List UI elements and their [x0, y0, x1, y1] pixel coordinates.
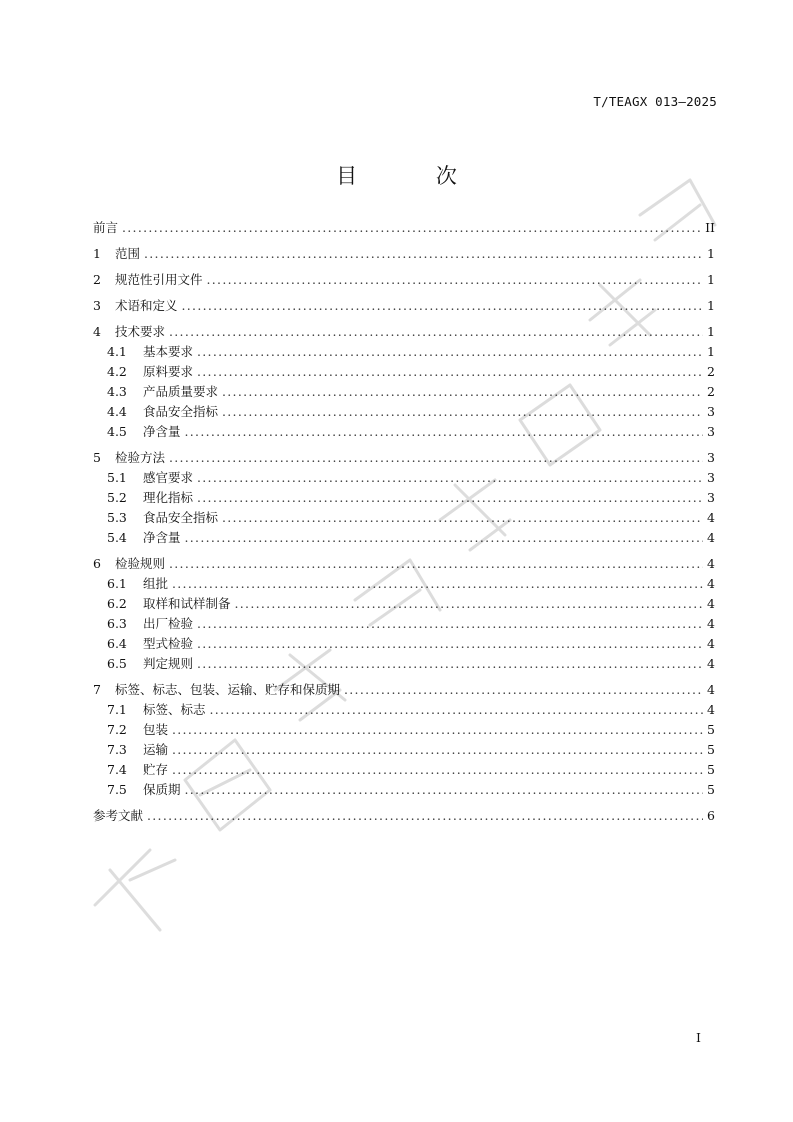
- toc-entry-label: 取样和试样制备: [143, 596, 231, 611]
- toc-entry[interactable]: [93, 402, 715, 422]
- toc-entry-number: 5.3: [107, 510, 127, 525]
- toc-leader-dots: [169, 322, 703, 342]
- toc-entry-label: 基本要求: [143, 344, 194, 359]
- toc-leader-dots: [185, 528, 703, 548]
- toc-entry[interactable]: [93, 594, 715, 614]
- footer-page-number: I: [696, 1030, 701, 1045]
- toc-entry[interactable]: [93, 468, 715, 488]
- toc-entry-number: 4.5: [107, 424, 127, 439]
- toc-leader-dots: [144, 244, 703, 264]
- toc-entry-label: 净含量: [143, 530, 181, 545]
- toc-entry[interactable]: [93, 760, 715, 780]
- toc-entry-number: 6.1: [107, 576, 127, 591]
- toc-leader-dots: [197, 654, 703, 674]
- toc-entry[interactable]: [93, 700, 715, 720]
- toc-entry[interactable]: [93, 382, 715, 402]
- toc-entry-page: 1: [707, 324, 715, 339]
- toc-entry-label: 保质期: [143, 782, 181, 797]
- toc-entry-label: 食品安全指标: [143, 510, 219, 525]
- toc-entry-number: 4.2: [107, 364, 127, 379]
- toc-entry-label: 运输: [143, 742, 169, 757]
- toc-entry[interactable]: [93, 342, 715, 362]
- toc-entry[interactable]: [93, 614, 715, 634]
- toc-leader-dots: [172, 760, 703, 780]
- toc-leader-dots: [210, 700, 703, 720]
- toc-entry-page: 3: [707, 424, 715, 439]
- toc-leader-dots: [207, 270, 703, 290]
- toc-leader-dots: [197, 614, 703, 634]
- toc-leader-dots: [222, 508, 703, 528]
- toc-leader-dots: [172, 574, 703, 594]
- toc-entry-number: 1: [93, 246, 101, 261]
- toc-leader-dots: [344, 680, 703, 700]
- toc-leader-dots: [169, 554, 703, 574]
- toc-entry[interactable]: [93, 554, 715, 574]
- toc-leader-dots: [122, 218, 703, 238]
- toc-entry[interactable]: [93, 270, 715, 290]
- toc-entry-page: 3: [707, 450, 715, 465]
- toc-entry-label: 贮存: [143, 762, 169, 777]
- toc-leader-dots: [197, 468, 703, 488]
- toc-leader-dots: [197, 488, 703, 508]
- toc-entry-number: 2: [93, 272, 101, 287]
- toc-leader-dots: [172, 720, 703, 740]
- table-of-contents: [93, 218, 715, 826]
- toc-entry-page: 4: [707, 510, 715, 525]
- toc-entry-page: 4: [707, 702, 715, 717]
- toc-entry[interactable]: [93, 244, 715, 264]
- toc-entry-number: 7: [93, 682, 101, 697]
- toc-entry-page: 6: [707, 808, 715, 823]
- toc-entry-number: 4.4: [107, 404, 127, 419]
- toc-entry-label: 判定规则: [143, 656, 194, 671]
- toc-leader-dots: [172, 740, 703, 760]
- toc-entry[interactable]: [93, 322, 715, 342]
- toc-entry[interactable]: [93, 508, 715, 528]
- toc-entry[interactable]: [93, 780, 715, 800]
- toc-entry-label: 技术要求: [115, 324, 166, 339]
- toc-entry-page: 1: [707, 272, 715, 287]
- toc-entry[interactable]: [93, 654, 715, 674]
- toc-entry-label: 净含量: [143, 424, 181, 439]
- toc-leader-dots: [197, 342, 703, 362]
- toc-entry-label: 型式检验: [143, 636, 194, 651]
- toc-entry-page: 2: [707, 364, 715, 379]
- toc-entry-number: 5.4: [107, 530, 127, 545]
- toc-entry-page: 4: [707, 656, 715, 671]
- toc-entry[interactable]: [93, 296, 715, 316]
- toc-entry-label: 检验规则: [115, 556, 166, 571]
- toc-entry-number: 5.1: [107, 470, 127, 485]
- toc-entry[interactable]: [93, 740, 715, 760]
- toc-entry-page: 4: [707, 636, 715, 651]
- toc-entry-label: 检验方法: [115, 450, 166, 465]
- toc-entry-page: 4: [707, 530, 715, 545]
- toc-entry-number: 7.4: [107, 762, 127, 777]
- toc-leader-dots: [185, 422, 703, 442]
- toc-leader-dots: [197, 362, 703, 382]
- toc-entry-page: 2: [707, 384, 715, 399]
- toc-entry-number: 4.3: [107, 384, 127, 399]
- toc-entry-page: 5: [707, 782, 715, 797]
- toc-entry-number: 6.3: [107, 616, 127, 631]
- toc-entry[interactable]: [93, 488, 715, 508]
- toc-entry-page: 4: [707, 682, 715, 697]
- toc-entry-number: 6.2: [107, 596, 127, 611]
- toc-entry-number: 6.5: [107, 656, 127, 671]
- toc-entry-label: 包装: [143, 722, 169, 737]
- toc-entry-label: 标签、标志、包装、运输、贮存和保质期: [115, 682, 341, 697]
- toc-entry-number: 3: [93, 298, 101, 313]
- toc-entry-number: 6: [93, 556, 101, 571]
- document-code: T/TEAGX 013—2025: [593, 94, 717, 109]
- toc-entry-number: 5.2: [107, 490, 127, 505]
- toc-entry[interactable]: [93, 362, 715, 382]
- toc-entry-page: 3: [707, 404, 715, 419]
- toc-leader-dots: [197, 634, 703, 654]
- toc-entry-page: 3: [707, 470, 715, 485]
- toc-entry-label: 术语和定义: [115, 298, 178, 313]
- toc-entry[interactable]: [93, 528, 715, 548]
- toc-entry-label: 参考文献: [93, 808, 144, 823]
- toc-entry-label: 组批: [143, 576, 169, 591]
- toc-entry-page: 4: [707, 576, 715, 591]
- toc-entry-page: 3: [707, 490, 715, 505]
- toc-entry-page: 1: [707, 246, 715, 261]
- toc-entry-number: 7.3: [107, 742, 127, 757]
- toc-leader-dots: [169, 448, 703, 468]
- toc-entry[interactable]: [93, 218, 715, 238]
- toc-entry-number: 5: [93, 450, 101, 465]
- toc-entry-number: 7.1: [107, 702, 127, 717]
- toc-leader-dots: [185, 780, 703, 800]
- toc-entry-page: 4: [707, 556, 715, 571]
- toc-entry-label: 出厂检验: [143, 616, 194, 631]
- toc-entry-label: 感官要求: [143, 470, 194, 485]
- toc-entry-page: 4: [707, 616, 715, 631]
- toc-entry-number: 6.4: [107, 636, 127, 651]
- toc-entry-page: 5: [707, 722, 715, 737]
- toc-entry-number: 7.2: [107, 722, 127, 737]
- toc-entry-label: 原料要求: [143, 364, 194, 379]
- toc-entry[interactable]: [93, 634, 715, 654]
- toc-entry-number: 7.5: [107, 782, 127, 797]
- toc-entry[interactable]: [93, 720, 715, 740]
- toc-entry-label: 规范性引用文件: [115, 272, 203, 287]
- toc-entry-number: 4: [93, 324, 101, 339]
- toc-leader-dots: [182, 296, 703, 316]
- toc-leader-dots: [235, 594, 703, 614]
- toc-entry-page: II: [705, 220, 715, 235]
- toc-entry-page: 4: [707, 596, 715, 611]
- toc-entry[interactable]: [93, 422, 715, 442]
- toc-leader-dots: [222, 382, 703, 402]
- toc-entry-label: 前言: [93, 220, 119, 235]
- toc-entry[interactable]: [93, 448, 715, 468]
- toc-entry-label: 范围: [115, 246, 141, 261]
- toc-entry-page: 1: [707, 298, 715, 313]
- toc-entry-page: 5: [707, 742, 715, 757]
- toc-entry-label: 标签、标志: [143, 702, 206, 717]
- toc-leader-dots: [147, 806, 703, 826]
- toc-entry-page: 5: [707, 762, 715, 777]
- toc-entry-label: 理化指标: [143, 490, 194, 505]
- toc-entry[interactable]: [93, 574, 715, 594]
- toc-entry-number: 4.1: [107, 344, 127, 359]
- page-title: 目 次: [336, 164, 493, 188]
- toc-leader-dots: [222, 402, 703, 422]
- toc-entry[interactable]: [93, 806, 715, 826]
- toc-entry-label: 产品质量要求: [143, 384, 219, 399]
- toc-entry-label: 食品安全指标: [143, 404, 219, 419]
- toc-entry[interactable]: [93, 680, 715, 700]
- toc-entry-page: 1: [707, 344, 715, 359]
